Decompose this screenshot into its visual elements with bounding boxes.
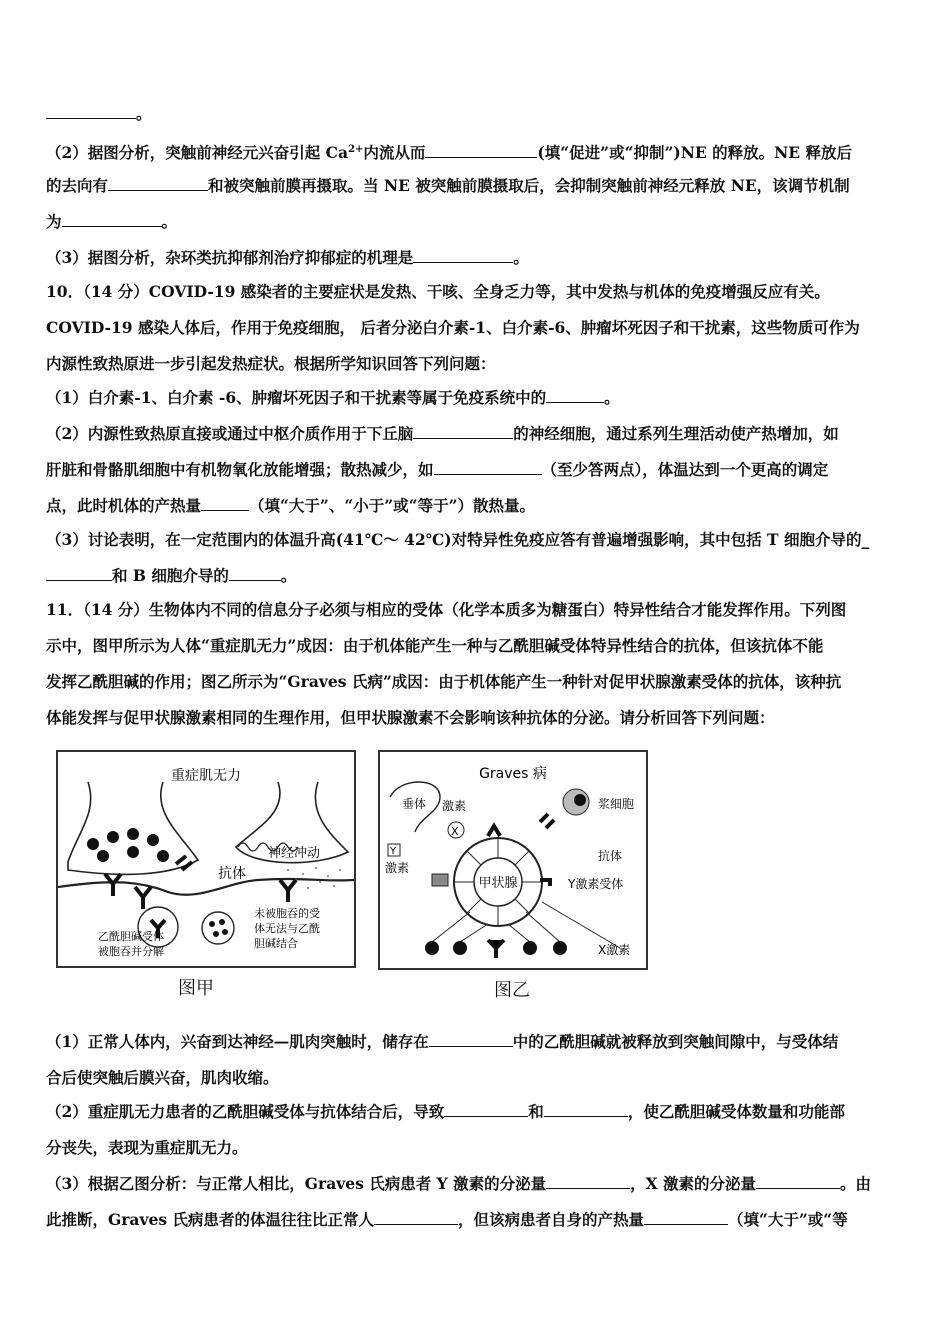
text-line	[46, 1032, 916, 1052]
text-line	[46, 708, 916, 728]
text-line	[46, 672, 916, 692]
text-segment: （2）重症肌无力患者的乙酰胆碱受体与抗体结合后，导致	[46, 1102, 445, 1121]
text-line	[46, 388, 916, 408]
text-segment: ，X 激素的分泌量	[630, 1174, 757, 1193]
answer-blank[interactable]	[434, 460, 542, 475]
figure-myasthenia-gravis	[56, 750, 356, 968]
answer-blank[interactable]	[62, 212, 162, 227]
text-segment: 发挥乙酰胆碱的作用；图乙所示为“Graves 氏病”成因：由于机体能产生一种针对促甲状腺激素受体的抗体，该种抗	[46, 672, 842, 691]
x-hormone-dot	[523, 941, 537, 955]
fig-a-antibody-label: 抗体	[218, 866, 246, 882]
text-line	[46, 566, 916, 586]
fig-b-y-receptor: Y激素受体	[568, 877, 624, 891]
fig-a-note-right-3: 胆碱结合	[254, 937, 298, 950]
myasthenia-diagram	[58, 752, 354, 966]
fig-b-antibody: 抗体	[598, 849, 623, 863]
vesicle-dot	[97, 850, 109, 862]
fig-b-x-hormone: X激素	[598, 943, 631, 957]
fig-a-note-left-2: 被胞吞并分解	[98, 945, 164, 958]
text-line	[46, 354, 916, 374]
degraded-vesicle	[202, 912, 234, 944]
answer-blank[interactable]	[425, 143, 537, 158]
text-line	[46, 176, 916, 196]
text-segment: 10．（14 分）COVID-19 感染者的主要症状是发热、干咳、全身乏力等，其中发热与机体的免疫增强反应有关。	[46, 282, 830, 301]
answer-blank[interactable]	[546, 1174, 630, 1189]
synaptic-dots	[287, 867, 341, 889]
text-segment: 。	[604, 388, 620, 407]
text-segment: 和被突触前膜再摄取。当 NE 被突触前膜摄取后，会抑制突触前神经元释放 NE，该调节机制	[208, 176, 850, 195]
answer-blank[interactable]	[374, 1210, 458, 1225]
text-segment: （填“大于”或“等	[727, 1210, 848, 1229]
text-segment: ，使乙酰胆碱受体数量和功能部	[627, 1102, 845, 1121]
x-hormone-dot	[425, 941, 439, 955]
vesicle-dot	[127, 828, 139, 840]
text-segment: 合后使突触后膜兴奋，肌肉收缩。	[46, 1068, 279, 1087]
text-line	[46, 600, 916, 620]
postsynaptic-membrane	[58, 879, 354, 895]
vesicle-dot	[157, 850, 169, 862]
answer-blank[interactable]	[108, 176, 208, 191]
vesicle-dot	[107, 831, 119, 843]
answer-blank[interactable]	[444, 1102, 528, 1117]
vesicle-dot	[147, 834, 159, 846]
graves-diagram	[380, 752, 646, 968]
vesicle-dot	[127, 846, 139, 858]
text-line	[46, 1174, 916, 1194]
answer-blank[interactable]	[201, 496, 249, 511]
fig-b-hormone: 激素	[442, 799, 467, 813]
fig-a-note-right-2: 体无法与乙酰	[254, 922, 320, 935]
text-segment: 内源性致热原进一步引起发热症状。根据所学知识回答下列问题：	[46, 354, 496, 373]
text-segment: 。	[280, 566, 297, 585]
text-segment: (填“促进”或“抑制”)NE 的释放。NE 释放后	[537, 143, 853, 163]
text-segment: ，但该病患者自身的产热量	[457, 1210, 644, 1229]
text-segment: 。	[136, 104, 152, 123]
text-line	[46, 104, 916, 124]
text-segment: COVID-19 感染人体后，作用于免疫细胞， 后者分泌白介素-1、白介素-6、肿瘤坏死因子和干扰素，这些物质可作为	[46, 318, 860, 337]
text-segment: （2）据图分析，突触前神经元兴奋引起 Ca	[46, 143, 349, 163]
x-hormone-dot	[453, 941, 467, 955]
answer-blank[interactable]	[413, 248, 513, 263]
text-segment: 为	[46, 212, 62, 231]
text-segment: 和	[528, 1102, 544, 1121]
text-segment: （至少答两点），体温达到一个更高的调定	[541, 460, 829, 479]
text-segment: 内流从而	[363, 143, 426, 163]
fig-b-y-hormone: 激素	[385, 861, 410, 875]
text-line	[46, 636, 916, 656]
text-line	[46, 212, 916, 232]
text-line	[46, 496, 916, 516]
text-segment: （2）内源性致热原直接或通过中枢介质作用于下丘脑	[46, 424, 414, 443]
receptor-box	[432, 874, 448, 886]
fig-b-x-circle: X	[451, 825, 459, 838]
answer-blank[interactable]	[644, 1210, 728, 1225]
text-segment: 分丧失，表现为重症肌无力。	[46, 1138, 248, 1157]
text-line	[46, 282, 916, 302]
text-segment: （1）正常人体内，兴奋到达神经—肌肉突触时，储存在	[46, 1032, 429, 1051]
fig-a-title: 重症肌无力	[171, 768, 241, 784]
fig-a-note-left-1: 乙酰胆碱受体	[98, 930, 164, 943]
text-line	[46, 248, 916, 268]
text-segment: 肝脏和骨骼肌细胞中有机物氧化放能增强；散热减少，如	[46, 460, 434, 479]
answer-blank[interactable]	[429, 1032, 513, 1047]
fig-b-thyroid: 甲状腺	[478, 876, 518, 891]
answer-blank[interactable]	[46, 566, 112, 581]
receptor	[105, 874, 121, 896]
fig-b-pituitary: 垂体	[402, 797, 427, 811]
x-hormone-dot	[553, 941, 567, 955]
figure-b-caption: 图乙	[494, 980, 530, 1001]
text-segment: 。由	[840, 1174, 872, 1193]
text-segment: 的去向有	[46, 176, 109, 195]
text-line	[46, 1138, 916, 1158]
fig-b-title: Graves 病	[479, 766, 547, 782]
receptor	[135, 887, 151, 909]
text-segment: 示中，图甲所示为人体“重症肌无力”成因：由于机体能产生一种与乙酰胆碱受体特异性结合的抗体，但该抗体不能	[46, 636, 824, 655]
text-line	[46, 530, 916, 550]
answer-blank[interactable]	[229, 566, 281, 581]
text-line	[46, 1210, 916, 1230]
text-segment: 的神经细胞，通过系列生理活动使产热增加，如	[513, 424, 839, 443]
text-segment: （3）据图分析，杂环类抗抑郁剂治疗抑郁症的机理是	[46, 248, 414, 267]
text-segment: 。	[513, 248, 529, 267]
vesicle-dot	[87, 838, 99, 850]
text-segment: （填“大于”、“小于”或“等于”）散热量。	[249, 496, 536, 515]
text-line	[46, 318, 916, 338]
text-line	[46, 1102, 916, 1122]
text-segment: （1）白介素-1、白介素 -6、肿瘤坏死因子和干扰素等属于免疫系统中的	[46, 388, 547, 407]
answer-blank[interactable]	[46, 104, 136, 119]
text-segment: （3）根据乙图分析：与正常人相比，Graves 氏病患者 Y 激素的分泌量	[46, 1174, 547, 1193]
antibody-shape	[540, 814, 554, 828]
text-segment: 点，此时机体的产热量	[46, 496, 202, 515]
text-segment: 体能发挥与促甲状腺激素相同的生理作用，但甲状腺激素不会影响该种抗体的分泌。请分析回答下列问题：	[46, 708, 775, 727]
text-line	[46, 1068, 916, 1088]
answer-blank[interactable]	[756, 1174, 840, 1189]
text-line	[46, 140, 916, 163]
receptor	[280, 880, 296, 902]
text-line	[46, 424, 916, 444]
answer-blank[interactable]	[544, 1102, 628, 1117]
fig-a-note-right-1: 未被胞吞的受	[254, 907, 320, 920]
answer-blank[interactable]	[546, 388, 604, 403]
text-line	[46, 460, 916, 480]
superscript: 2+	[348, 144, 364, 155]
fig-b-plasma-cell: 浆细胞	[598, 797, 635, 811]
text-segment: 。	[161, 212, 178, 231]
answer-blank[interactable]	[413, 424, 513, 439]
figure-a-caption: 图甲	[178, 978, 214, 999]
text-segment: （3）讨论表明，在一定范围内的体温升高(41℃～ 42℃)对特异性免疫应答有普遍增强影响，其中包括 T 细胞介导的_	[46, 530, 870, 549]
fig-a-nerve-impulse: 神经冲动	[267, 846, 321, 861]
fig-b-y-box: Y	[390, 846, 397, 857]
figure-graves-disease	[378, 750, 648, 970]
text-segment: 11．（14 分）生物体内不同的信息分子必须与相应的受体（化学本质多为糖蛋白）特异性结合才能发挥作用。下列图	[46, 600, 847, 619]
text-segment: 和 B 细胞介导的	[112, 566, 229, 585]
text-segment: 此推断，Graves 氏病患者的体温往往比正常人	[46, 1210, 374, 1229]
antibody-shape	[488, 940, 504, 958]
text-segment: 中的乙酰胆碱就被释放到突触间隙中，与受体结	[512, 1032, 839, 1051]
